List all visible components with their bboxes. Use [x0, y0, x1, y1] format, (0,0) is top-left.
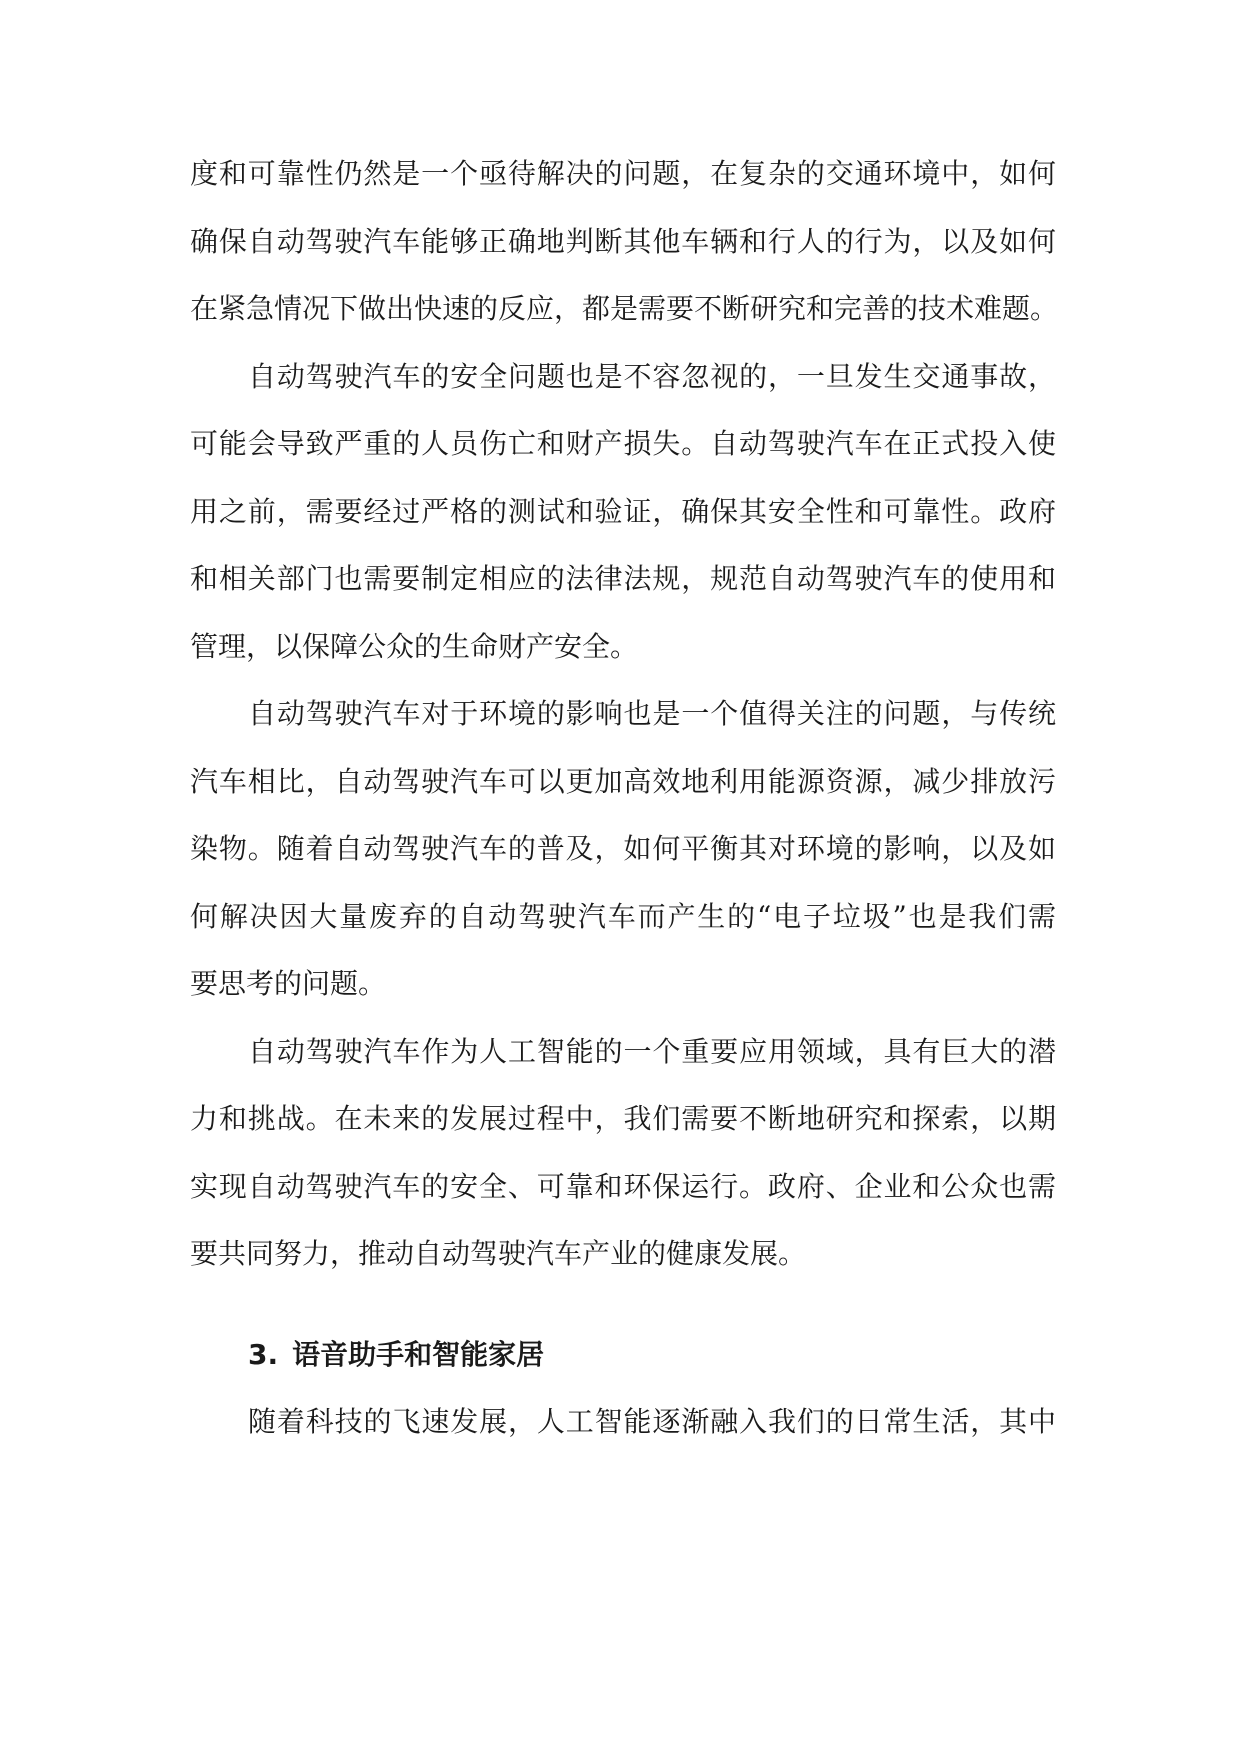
text-line: 实现自动驾驶汽车的安全、可靠和环保运行。政府、企业和公众也需	[190, 1169, 1056, 1203]
text-line: 可能会导致严重的人员伤亡和财产损失。自动驾驶汽车在正式投入使	[190, 427, 1056, 460]
text-line: 何解决因大量废弃的自动驾驶汽车而产生的“电子垃圾”也是我们需	[190, 899, 1056, 933]
text-line: 自动驾驶汽车的安全问题也是不容忽视的，一旦发生交通事故，	[248, 359, 1056, 393]
section-heading	[190, 1321, 1056, 1389]
section-number: 3.	[248, 1337, 279, 1371]
text-line: 度和可靠性仍然是一个亟待解决的问题，在复杂的交通环境中，如何	[190, 157, 1056, 190]
text-line: 力和挑战。在未来的发展过程中，我们需要不断地研究和探索，以期	[190, 1102, 1056, 1135]
text-line: 在紧急情况下做出快速的反应，都是需要不断研究和完善的技术难题。	[190, 292, 1059, 325]
text-line: 随着科技的飞速发展，人工智能逐渐融入我们的日常生活，其中	[248, 1405, 1056, 1438]
paragraph-4	[190, 1018, 1056, 1288]
document-page	[190, 140, 1059, 1456]
text-line: 管理，以保障公众的生命财产安全。	[190, 629, 639, 663]
paragraph-1	[190, 140, 1059, 343]
text-line: 用之前，需要经过严格的测试和验证，确保其安全性和可靠性。政府	[190, 494, 1056, 528]
text-line: 确保自动驾驶汽车能够正确地判断其他车辆和行人的行为，以及如何	[190, 224, 1056, 258]
text-line: 要共同努力，推动自动驾驶汽车产业的健康发展。	[190, 1237, 807, 1270]
text-line: 自动驾驶汽车作为人工智能的一个重要应用领域，具有巨大的潜	[248, 1034, 1056, 1068]
text-line: 汽车相比，自动驾驶汽车可以更加高效地利用能源资源，减少排放污	[190, 764, 1056, 798]
section-title: 语音助手和智能家居	[292, 1337, 545, 1371]
text-line: 染物。随着自动驾驶汽车的普及，如何平衡其对环境的影响，以及如	[190, 832, 1056, 865]
text-line: 自动驾驶汽车对于环境的影响也是一个值得关注的问题，与传统	[248, 697, 1056, 730]
paragraph-3	[190, 680, 1056, 1018]
paragraph-5	[190, 1388, 1056, 1456]
text-line: 和相关部门也需要制定相应的法律法规，规范自动驾驶汽车的使用和	[190, 562, 1056, 595]
text-line: 要思考的问题。	[190, 967, 387, 1000]
paragraph-2	[190, 343, 1056, 681]
